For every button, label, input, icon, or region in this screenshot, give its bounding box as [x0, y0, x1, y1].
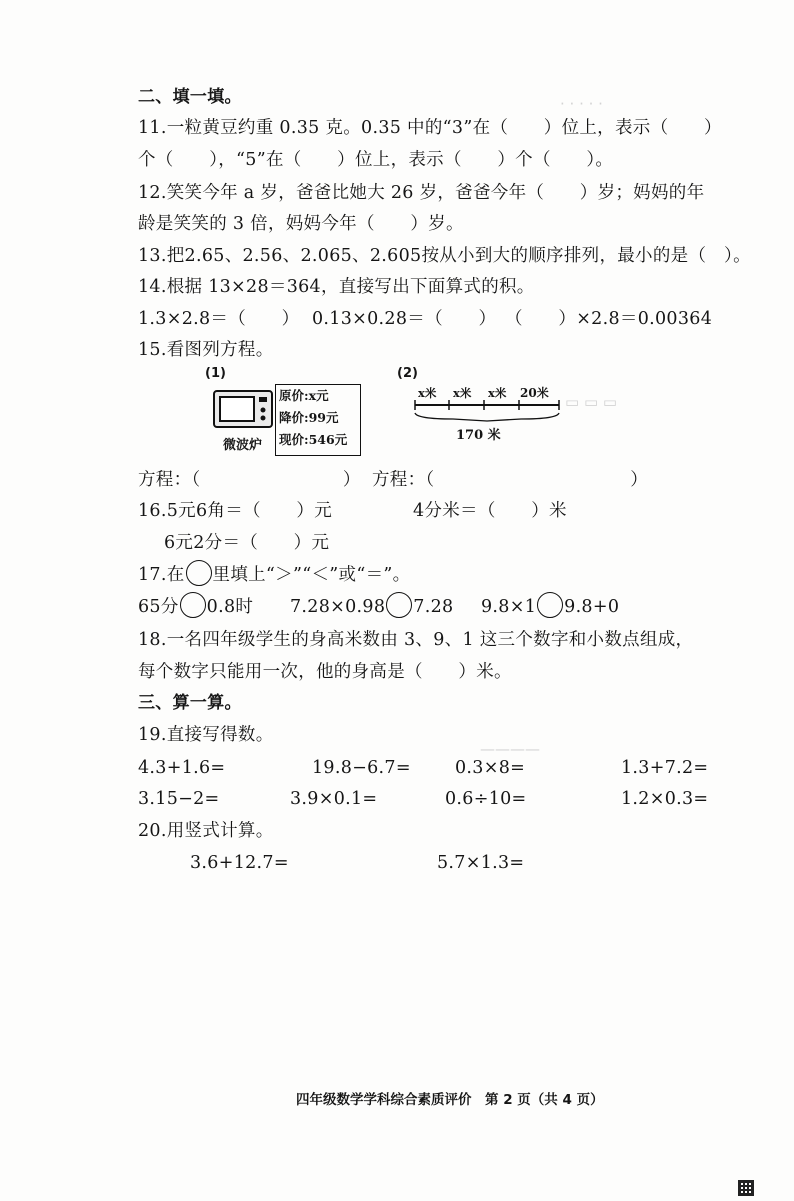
q15-title: 15.看图列方程。: [138, 340, 274, 360]
q20-b: 5.7×1.3=: [437, 853, 525, 873]
q17-pair-1: [138, 590, 253, 624]
price-current: 现价:546元: [279, 432, 348, 447]
answer-circle[interactable]: [186, 560, 212, 586]
segment-label-1: x米: [418, 386, 437, 400]
price-original: 原价:x元: [279, 388, 329, 403]
q19-r1-c2: 19.8−6.7=: [312, 758, 411, 778]
bleed-through-mark: ▭ ▭ ▭: [565, 393, 618, 411]
q16-a: 16.5元6角＝（ ）元: [138, 501, 332, 521]
bleed-through-mark: ————: [480, 740, 540, 758]
price-discount: 降价:99元: [279, 410, 339, 425]
q11-line2: 个（ ），“5”在（ ）位上，表示（ ）个（ ）。: [138, 150, 614, 170]
q17-intro-b: 里填上“＞”“＜”或“＝”。: [212, 565, 411, 585]
q14-b: 0.13×0.28＝（ ）: [312, 309, 497, 329]
qr-code-icon: [738, 1180, 754, 1196]
q17-intro-a: 17.在: [138, 565, 185, 585]
q13: 13.把2.65、2.56、2.065、2.605按从小到大的顺序排列，最小的是（ ）。: [138, 246, 751, 266]
page-footer: 四年级数学学科综合素质评价 第 2 页（共 4 页）: [296, 1092, 604, 1108]
q17-p2-left: 7.28×0.98: [290, 597, 386, 617]
q17-p3-left: 9.8×1: [481, 597, 537, 617]
q19-r2-c4: 1.2×0.3=: [621, 789, 709, 809]
q20-a: 3.6+12.7=: [190, 853, 289, 873]
bleed-through-mark: · · · · ·: [560, 95, 603, 113]
q17-intro: [138, 558, 410, 592]
compare-circle-2[interactable]: [386, 592, 412, 618]
q14-c: （ ）×2.8＝0.00364: [505, 309, 713, 329]
segment-total: 170 米: [456, 428, 501, 443]
q19-r1-c4: 1.3+7.2=: [621, 758, 709, 778]
q15-equation-1: 方程：（ ）: [138, 470, 361, 490]
segment-label-extra: 20米: [520, 386, 549, 400]
fig1-caption: 微波炉: [223, 438, 263, 453]
q12-line2: 龄是笑笑的 3 倍，妈妈今年（ ）岁。: [138, 214, 464, 234]
q19-r2-c1: 3.15−2=: [138, 789, 220, 809]
segment-label-3: x米: [488, 386, 507, 400]
q14-line1: 14.根据 13×28＝364，直接写出下面算式的积。: [138, 277, 535, 297]
segment-label-2: x米: [453, 386, 472, 400]
q16-c: 6元2分＝（ ）元: [164, 533, 330, 553]
q20-title: 20.用竖式计算。: [138, 821, 274, 841]
q15-equation-2: 方程：（ ）: [372, 470, 649, 490]
fig1-label: (1): [205, 366, 226, 381]
compare-circle-3[interactable]: [537, 592, 563, 618]
q19-r1-c1: 4.3+1.6=: [138, 758, 226, 778]
section-title-fill-in: 二、填一填。: [138, 87, 242, 107]
q17-p3-right: 9.8+0: [564, 597, 620, 617]
q19-r2-c2: 3.9×0.1=: [290, 789, 378, 809]
q19-r1-c3: 0.3×8=: [455, 758, 526, 778]
q17-pair-2: [290, 590, 453, 624]
q17-p1-left: 65分: [138, 597, 179, 617]
q14-a: 1.3×2.8＝（ ）: [138, 309, 300, 329]
q12-line1: 12.笑笑今年 a 岁，爸爸比她大 26 岁，爸爸今年（ ）岁；妈妈的年: [138, 183, 705, 203]
q17-pair-3: [481, 590, 619, 624]
segment-diagram: [413, 397, 563, 427]
q16-b: 4分米＝（ ）米: [413, 501, 567, 521]
fig2-label: (2): [397, 366, 418, 381]
q11-line1: 11.一粒黄豆约重 0.35 克。0.35 中的“3”在（ ）位上，表示（ ）: [138, 118, 722, 138]
q17-p1-right: 0.8时: [206, 597, 254, 617]
q19-title: 19.直接写得数。: [138, 725, 274, 745]
section-title-calculate: 三、算一算。: [138, 693, 242, 713]
microwave-icon: [213, 390, 273, 434]
q18-line1: 18.一名四年级学生的身高米数由 3、9、1 这三个数字和小数点组成，: [138, 630, 694, 650]
price-tag: [275, 384, 361, 456]
q17-p2-right: 7.28: [413, 597, 454, 617]
compare-circle-1[interactable]: [180, 592, 206, 618]
q19-r2-c3: 0.6÷10=: [445, 789, 527, 809]
q18-line2: 每个数字只能用一次，他的身高是（ ）米。: [138, 662, 512, 682]
